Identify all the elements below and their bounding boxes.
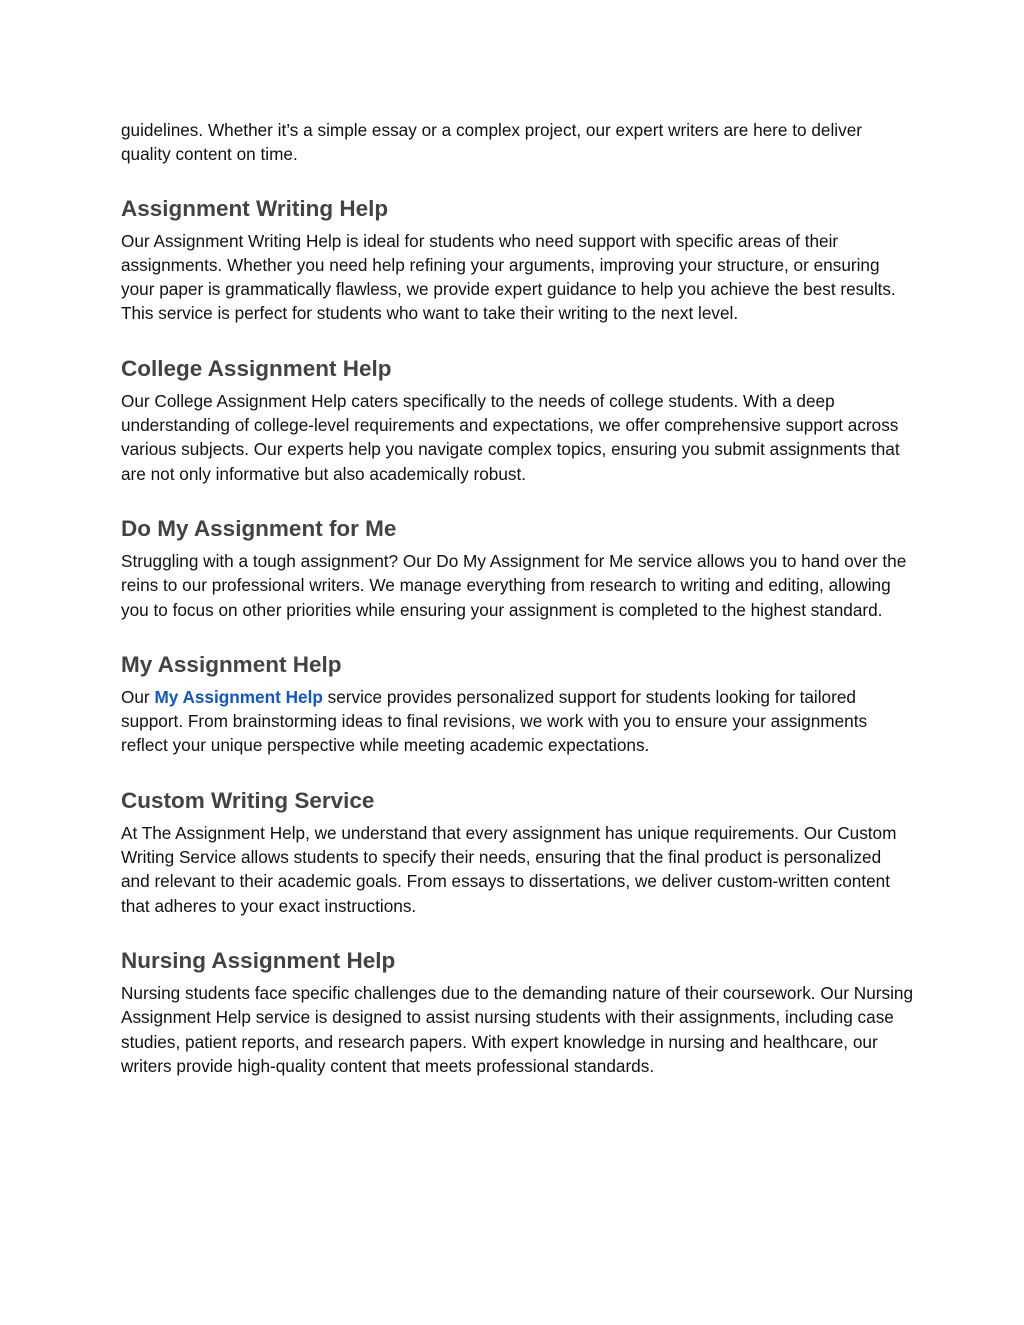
section-assignment-writing-help bbox=[121, 195, 914, 326]
section-heading: My Assignment Help bbox=[121, 651, 342, 677]
section-paragraph: Struggling with a tough assignment? Our Do My Assignment for Me service allows you to hand over the reins to our professional writers. We manage everything from research to writing and editing, allowing you to focus on other priorities while ensuring your assignment is completed to the highest standard. bbox=[121, 550, 907, 620]
section-college-assignment-help bbox=[121, 355, 914, 486]
my-assignment-help-link[interactable]: My Assignment Help bbox=[154, 686, 323, 707]
section-my-assignment-help bbox=[121, 651, 914, 758]
section-do-my-assignment bbox=[121, 515, 914, 622]
section-paragraph: Nursing students face specific challenges due to the demanding nature of their coursework. Our Nursing Assignment Help service is designed to assist nursing students with their assignments, including case studies, patient reports, and research papers. With expert knowledge in nursing and healthcare, our writers provide high-quality content that meets professional standards. bbox=[121, 982, 914, 1076]
section-paragraph: At The Assignment Help, we understand that every assignment has unique requirements. Our Custom Writing Service allows students to specify their needs, ensuring that the final product is personalized and relevant to their academic goals. From essays to dissertations, we deliver custom-written content that adheres to your exact instructions. bbox=[121, 822, 897, 916]
intro-paragraph: guidelines. Whether it’s a simple essay or a complex project, our expert writers are here to deliver quality content on time. bbox=[121, 120, 862, 165]
section-paragraph bbox=[121, 685, 914, 758]
section-nursing-assignment-help bbox=[121, 947, 914, 1078]
section-heading: Do My Assignment for Me bbox=[121, 515, 397, 541]
paragraph-text-before-link: Our bbox=[121, 686, 155, 707]
section-paragraph: Our College Assignment Help caters specifically to the needs of college students. With a deep understanding of college-level requirements and expectations, we offer comprehensive support across various subjects. Our experts help you navigate complex topics, ensuring you submit assignments that are not only informative but also academically robust. bbox=[121, 390, 900, 484]
section-heading: Assignment Writing Help bbox=[121, 195, 389, 221]
section-heading: Custom Writing Service bbox=[121, 787, 375, 813]
section-heading: Nursing Assignment Help bbox=[121, 947, 396, 973]
section-heading: College Assignment Help bbox=[121, 355, 392, 381]
section-custom-writing-service bbox=[121, 787, 914, 918]
section-paragraph: Our Assignment Writing Help is ideal for students who need support with specific areas of their assignments. Whether you need help refining your arguments, improving your structure, or ensuring your paper is grammatically flawless, we provide expert guidance to help you achieve the best results. This service is perfect for students who want to take their writing to the next level. bbox=[121, 230, 896, 324]
paragraph-text-after-link: service provides personalized support for students looking for tailored support. From brainstorming ideas to final revisions, we work with you to ensure your assignments reflect your unique perspective while meeting academic expectations. bbox=[121, 686, 868, 756]
